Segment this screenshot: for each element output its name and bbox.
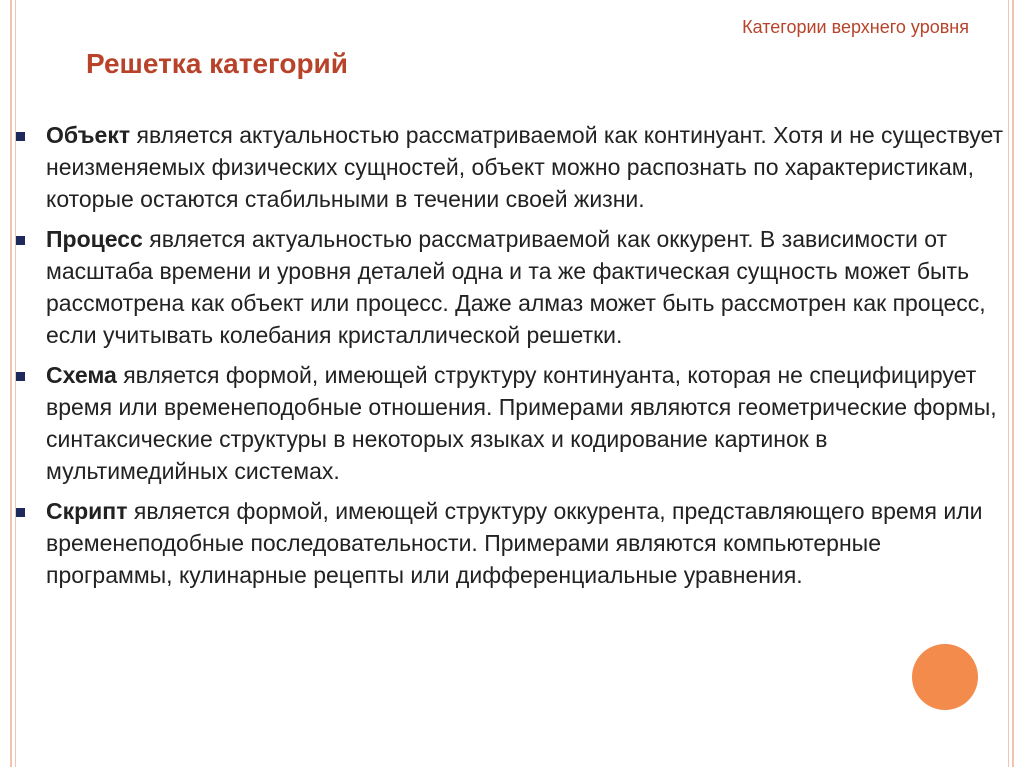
list-item-text bbox=[46, 495, 1009, 591]
list-item-description: является формой, имеющей структуру оккурента, представляющего время или временеподобные последовательности. Примерами являются компьютерные программы, кулинарные рецепты или дифференциальные уравнения. bbox=[46, 498, 983, 588]
list-item-text bbox=[46, 223, 1009, 351]
header-subtitle: Категории верхнего уровня bbox=[742, 17, 969, 37]
orange-circle-decoration bbox=[912, 644, 978, 710]
bullet-list bbox=[14, 119, 1009, 599]
list-item-term: Процесс bbox=[46, 226, 143, 252]
list-item-description: является актуальностью рассматриваемой как оккурент. В зависимости от масштаба времени и уровня деталей одна и та же фактическая сущность может быть рассмотрена как объект или процесс. Даже алмаз может быть рассмотрен как процесс, если учитывать колебания кристаллической решетки. bbox=[46, 226, 986, 348]
square-bullet-icon bbox=[16, 132, 25, 141]
slide-title: Решетка категорий bbox=[86, 48, 348, 79]
list-item-term: Схема bbox=[46, 362, 117, 388]
left-frame-line bbox=[10, 0, 12, 767]
list-item-schema bbox=[14, 359, 1009, 487]
list-item-process bbox=[14, 223, 1009, 351]
list-item-description: является актуальностью рассматриваемой как континуант. Хотя и не существует неизменяемых физических сущностей, объект можно распознать по характеристикам, которые остаются стабильными в течении своей жизни. bbox=[46, 122, 1004, 212]
list-item-term: Объект bbox=[46, 122, 131, 148]
square-bullet-icon bbox=[16, 508, 25, 517]
square-bullet-icon bbox=[16, 372, 25, 381]
list-item-description: является формой, имеющей структуру континуанта, которая не специфицирует время или временеподобные отношения. Примерами являются геометрические формы, синтаксические структуры в некоторых языках и кодирование картинок в мультимедийных системах. bbox=[46, 362, 997, 484]
list-item-script bbox=[14, 495, 1009, 591]
list-item-text bbox=[46, 119, 1009, 215]
list-item-term: Скрипт bbox=[46, 498, 128, 524]
list-item-object bbox=[14, 119, 1009, 215]
right-frame-line bbox=[1012, 0, 1014, 767]
list-item-text bbox=[46, 359, 1009, 487]
square-bullet-icon bbox=[16, 236, 25, 245]
